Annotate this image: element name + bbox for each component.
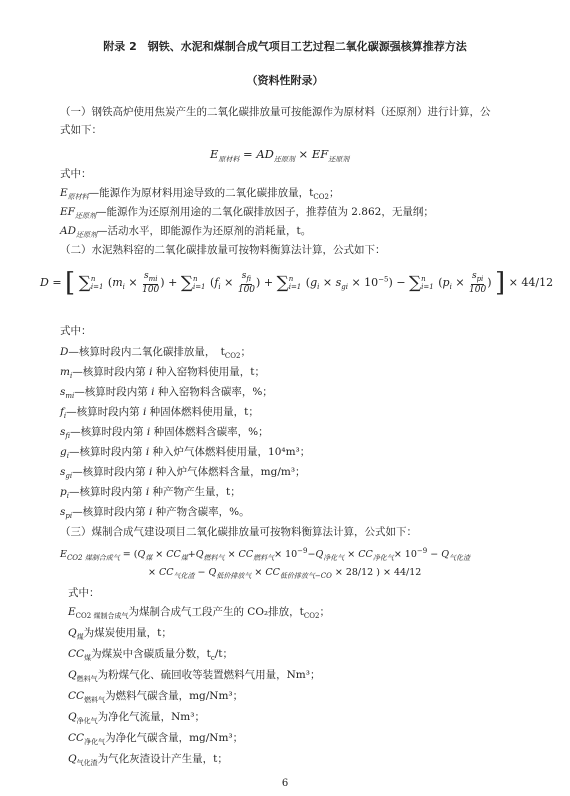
- section3-def-5: $Q_{净化气}$为净化气流量，Nm³；: [68, 711, 205, 726]
- section3-def-0: $E_{CO2 煤制合成气}$为煤制合成气工段产生的 CO₂排放，$t_{CO2}$；: [68, 606, 330, 621]
- formula-3-line2: × $CC_{气化渣} - Q_{低价排放气} \times CC_{低价排放气-CO} \times 28/12$ ) × 44/12: [148, 567, 422, 580]
- page-number: 6: [281, 778, 289, 789]
- section1-intro-line1: （一）钢铁高炉使用焦炭产生的二氧化碳排放量可按能源作为原材料（还原剂）进行计算，公: [60, 106, 491, 118]
- section2-def-2: $s_{mi}—$核算时段内第 i 种入窑物料含碳率，%；: [60, 386, 273, 401]
- section1-intro-line2: 式如下：: [60, 124, 102, 136]
- formula-3-line1: $E_{CO2 煤制合成气} = (Q_煤 \times CC_煤+Q_{燃料气} \times CC_{燃料气}\times 10^{-9}-Q_{净化气} \times CC_{净化气}\times 10^{-9} - Q_{气化渣}$: [60, 547, 471, 563]
- section3-def-7: $Q_{气化渣}$为气化灰渣设计产生量，t；: [68, 753, 228, 768]
- section2-intro: （二）水泥熟料窑的二氧化碳排放量可按物料衡算法计算，公式如下：: [60, 244, 386, 256]
- appendix-title: 附录 2 钢铁、水泥和煤制合成气项目工艺过程二氧化碳源强核算推荐方法: [103, 40, 467, 53]
- appendix-subtitle: （资料性附录）: [246, 74, 324, 87]
- formula-1: $E_{原材料} = AD_{还原剂} \times EF_{还原剂}$: [210, 147, 350, 164]
- section2-def-5: $g_i—$核算时段内第 i 种入炉气体燃料使用量，10⁴m³；: [60, 446, 311, 461]
- section3-intro: （三）煤制合成气建设项目二氧化碳排放量可按物料衡算法计算，公式如下：: [60, 526, 417, 538]
- section1-def-1: $EF_{还原剂}—$能源作为还原剂用途的二氧化碳排放因子，推荐值为 2.862，无量纲；: [60, 206, 434, 221]
- section2-def-7: $p_i—$核算时段内第 i 种产物产生量，t；: [60, 486, 241, 501]
- section2-def-6: $s_{gi}—$核算时段内第 i 种入炉气体燃料含量，mg/m³；: [60, 466, 306, 481]
- section2-def-1: $m_i—$核算时段内第 i 种入窑物料使用量，t；: [60, 366, 265, 381]
- section3-def-2: $CC_煤$为煤炭中含碳质量分数，$t_c/t$；: [68, 648, 233, 663]
- section1-def-0: $E_{原材料}—$能源作为原材料用途导致的二氧化碳排放量，$t_{CO2}$；: [60, 187, 340, 202]
- section1-def-2: $AD_{还原剂}—$活动水平，即能源作为还原剂的消耗量，t。: [60, 225, 312, 240]
- formula-2: D = [ ∑ n i=1 ($m_i$ × $\frac{s_{mi}}{100}$ ) + ∑ n i=1 ($f_i$ × $\frac{s_{fi}}{100}$ ) + ∑ n i=1 $(g_i \times s_{gi} \times 10^{-5})$ − ∑ n i=1 ($p_i$ × $\frac{s_{pi}}{100}$ ) ] × 44/12: [40, 268, 554, 298]
- section2-def-0: D—核算时段内二氧化碳排放量， $t_{CO2}$；: [60, 346, 251, 361]
- section2-def-4: $s_{fi}—$核算时段内第 i 种固体燃料含碳率，%；: [60, 426, 269, 441]
- section3-def-1: $Q_煤$为煤炭使用量，t；: [68, 627, 172, 642]
- section2-def-3: $f_i—$核算时段内第 i 种固体燃料使用量，t；: [60, 406, 259, 421]
- section3-def-6: $CC_{净化气}$为净化气碳含量，mg/Nm³；: [68, 732, 244, 747]
- section1-where: 式中：: [60, 168, 92, 180]
- section3-where: 式中：: [68, 587, 100, 599]
- section2-where: 式中：: [60, 325, 92, 337]
- section2-def-8: $s_{pi}—$核算时段内第 i 种产物含碳率，%。: [60, 506, 250, 521]
- section3-def-4: $CC_{燃料气}$为燃料气碳含量，mg/Nm³；: [68, 690, 244, 705]
- section3-def-3: $Q_{燃料气}$为粉煤气化、硫回收等装置燃料气用量，Nm³；: [68, 669, 321, 684]
